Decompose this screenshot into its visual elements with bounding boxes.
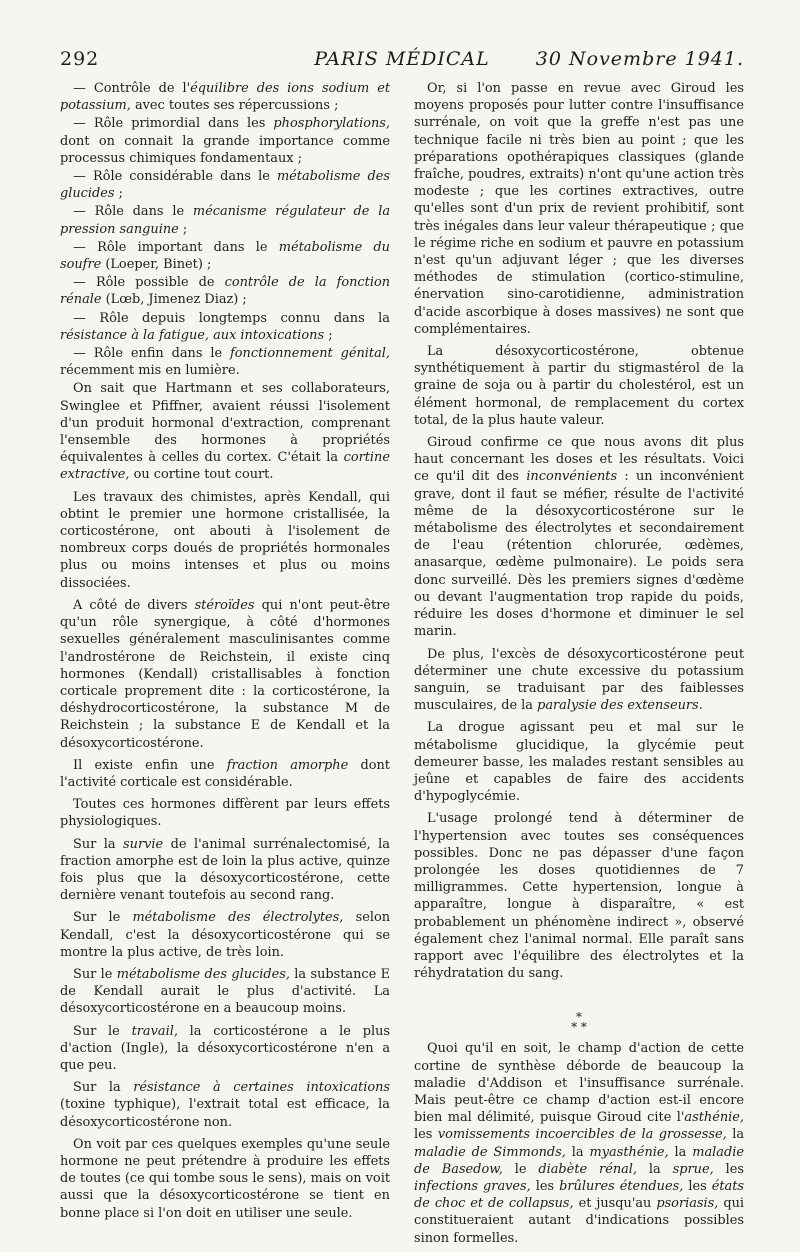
italic-term: asthénie, xyxy=(684,1110,744,1126)
text-run: — Rôle dans le xyxy=(73,204,193,220)
italic-term: paralysie des extenseurs. xyxy=(537,698,703,714)
italic-term: résistance à la fatigue, aux intoxications xyxy=(60,327,325,343)
italic-term: métabolisme des glucides xyxy=(60,169,390,202)
paragraph xyxy=(414,1040,744,1246)
text-run: les xyxy=(683,1178,712,1194)
text-run: Sur la xyxy=(73,1080,134,1096)
text-run: les xyxy=(713,1161,744,1177)
paragraph xyxy=(60,489,390,592)
paragraph xyxy=(60,345,390,379)
text-run: dont l'activité corticale est considérable. xyxy=(60,757,390,790)
page-number: 292 xyxy=(60,48,100,70)
italic-term: fonctionnement génital, xyxy=(230,346,390,362)
paragraph xyxy=(60,1079,390,1131)
text-run: La drogue agissant peu et mal sur le métabolisme glucidique, la glycémie peut demeurer basse, les malades restant sensibles au jeûne et capables de faire des accidents d'hypoglycémie. xyxy=(414,720,744,805)
italic-term: cortine extractive, xyxy=(60,450,390,483)
italic-term: métabolisme des glucides, xyxy=(116,966,290,982)
paragraph xyxy=(60,274,390,308)
italic-term: maladie de Simmonds, xyxy=(414,1144,566,1160)
paragraph xyxy=(60,836,390,905)
text-run: Sur le xyxy=(73,1023,132,1039)
paragraph xyxy=(414,646,744,715)
italic-term: vomissements incoercibles de la grossesse, xyxy=(437,1127,727,1143)
italic-term: inconvénients xyxy=(526,469,618,485)
paragraph xyxy=(414,810,744,982)
text-run: Giroud confirme ce que nous avons dit plus haut concernant les doses et les résultats. Voici ce qu'il dit des xyxy=(414,435,744,485)
text-run: Il existe enfin une xyxy=(73,757,227,773)
article-body xyxy=(60,80,744,1252)
text-run: dont on connait la grande importance comme processus chimiques fondamentaux ; xyxy=(60,133,390,166)
italic-term: mécanisme régulateur de la pression sanguine xyxy=(60,204,391,237)
text-run: Or, si l'on passe en revue avec Giroud les moyens proposés pour lutter contre l'insuffisance surrénale, on voit que la greffe n'est pas une technique facile ni très bien au point ; que les préparations opothérapiques classiques (glande fraîche, poudres, extraits) n'ont qu'une action très modeste ; que les cortines extractives, outre qu'elles sont d'un prix de revient prohibitif, sont très inégales dans leur valeur thérapeutique ; que le régime riche en sodium et pauvre en potassium n'est qu'un adjuvant léger ; que les diverses méthodes de stimulation (cortico-stimuline, énervation sino-carotidienne, administration d'acide ascorbique à doses massives) ne sont que complémentaires. xyxy=(414,81,744,337)
section-separator-asterism xyxy=(414,1010,744,1035)
italic-term: résistance à certaines intoxications xyxy=(133,1080,390,1096)
text-run: et jusqu'au xyxy=(573,1196,657,1212)
text-run: — Rôle depuis longtemps connu dans la xyxy=(73,310,390,326)
text-run: qui constitueraient autant d'indications possibles sinon formelles. xyxy=(414,1196,744,1246)
left-column xyxy=(60,80,390,1252)
text-run: Toutes ces hormones diffèrent par leurs effets physiologiques. xyxy=(60,797,390,830)
paragraph xyxy=(60,1136,390,1222)
italic-term: contrôle de la fonction rénale xyxy=(60,275,391,308)
italic-term: sprue, xyxy=(672,1161,714,1177)
paragraph xyxy=(414,434,744,640)
italic-term: brûlures étendues, xyxy=(559,1178,684,1194)
paragraph xyxy=(60,239,390,273)
paragraph xyxy=(60,796,390,830)
right-column xyxy=(414,80,744,1252)
text-run: — Rôle important dans le xyxy=(73,239,279,255)
text-run: ; xyxy=(178,221,188,237)
italic-term: métabolisme des électrolytes, xyxy=(132,910,344,926)
paragraph xyxy=(60,909,390,961)
paragraph xyxy=(414,343,744,429)
italic-term: psoriasis, xyxy=(656,1196,719,1212)
paragraph xyxy=(60,310,390,344)
text-run: ou cortine tout court. xyxy=(129,467,274,483)
asterism-top-star: * xyxy=(576,1010,582,1025)
text-run: L'usage prolongé tend à déterminer de l'hypertension avec toutes ses conséquences possibles. Donc ne pas dépasser d'une façon prolongée les doses quotidiennes de 7 milligrammes. Cette hypertension, longue à apparaître, longue à disparaître, « est probablement un phénomène indirect », observé également chez l'animal normal. Elle paraît sans rapport avec l'équilibre des électrolytes et la réhydratation du sang. xyxy=(414,811,744,982)
italic-term: états de choc et de collapsus, xyxy=(414,1178,744,1212)
text-run: De plus, l'excès de désoxycorticostérone peut déterminer une chute excessive du potassium sanguin, se traduisant par des faiblesses musculaires, de la xyxy=(414,646,744,714)
text-run: On voit par ces quelques exemples qu'une seule hormone ne peut prétendre à produire les effets de toutes (ce qui tombe sous le sens), mais on voit aussi que la désoxycorticostérone se tient en bonne place si l'on doit en utiliser une seule. xyxy=(60,1136,390,1221)
text-run: Quoi qu'il en soit, le champ d'action de cette cortine de synthèse déborde de beaucoup la maladie d'Addison et l'insuffisance surrénale. Mais peut-être ce champ d'action est-il encore bien mal délimité, puisque Giroud cite l' xyxy=(414,1041,744,1126)
asterism-bottom-stars: * * xyxy=(571,1020,587,1035)
text-run: A côté de divers xyxy=(73,597,195,613)
text-run: ; xyxy=(114,186,123,202)
paragraph xyxy=(60,380,390,483)
italic-term: fraction amorphe xyxy=(226,757,349,773)
running-header xyxy=(60,48,744,74)
text-run: : un inconvénient grave, dont il faut se méfier, résulte de l'activité même de la désoxycorticostérone sur le métabolisme des électrolytes et secondairement de l'eau (rétention chlorurée, œdèmes, anasarque, œdème pulmonaire). Le poids sera donc surveillé. Dès les premiers signes d'œdème ou devant l'augmentation trop rapide du poids, réduire les doses d'hormone et diminuer le sel marin. xyxy=(414,469,744,640)
journal-title: PARIS MÉDICAL xyxy=(314,48,490,70)
paragraph xyxy=(414,80,744,338)
text-run: les xyxy=(530,1178,560,1194)
text-run: La désoxycorticostérone, obtenue synthétiquement à partir du stigmastérol de la graine de soja ou à partir du cholestérol, est un élément hormonal, de remplacement du cortex total, de la plus haute valeur. xyxy=(414,344,744,428)
text-run: la corticostérone a le plus d'action (Ingle), la désoxycorticostérone n'en a que peu. xyxy=(60,1023,390,1073)
text-run: (toxine typhique), l'extrait total est efficace, la désoxycorticostérone non. xyxy=(60,1097,390,1130)
issue-date: 30 Novembre 1941. xyxy=(535,48,744,70)
text-run: Sur la xyxy=(73,836,124,852)
italic-term: myasthénie, xyxy=(589,1144,669,1160)
text-run: ; xyxy=(324,327,333,343)
text-run: — Rôle primordial dans les xyxy=(73,116,274,132)
text-run: — Contrôle de l' xyxy=(73,81,191,96)
italic-term: infections graves, xyxy=(414,1178,531,1194)
text-run: la xyxy=(637,1161,673,1177)
italic-term: métabolisme du soufre xyxy=(60,239,390,273)
text-run: la substance E de Kendall aurait le plus d'activité. La désoxycorticostérone en a beaucoup moins. xyxy=(60,966,391,1017)
text-run: le xyxy=(502,1161,539,1177)
paragraph xyxy=(60,757,390,791)
text-run: — Rôle possible de xyxy=(73,275,225,291)
text-run: selon Kendall, c'est la désoxycorticostérone qui se montre la plus active, de très loin. xyxy=(60,910,391,960)
text-run: la xyxy=(668,1144,693,1160)
text-run: de l'animal surrénalectomisé, la fraction amorphe est de loin la plus active, quinze fois plus que la désoxycorticostérone, cette dernière venant toutefois au second rang. xyxy=(60,836,390,904)
text-run: la xyxy=(565,1144,590,1160)
italic-term: survie xyxy=(123,836,164,852)
paragraph xyxy=(60,203,390,237)
italic-term: diabète rénal, xyxy=(538,1161,638,1177)
text-run: — Rôle considérable dans le xyxy=(73,169,277,185)
paragraph xyxy=(60,168,390,202)
paragraph xyxy=(60,80,390,114)
paragraph xyxy=(60,597,390,752)
text-run: qui n'ont peut-être qu'un rôle synergique, à côté d'hormones sexuelles généralement masculinisantes comme l'androstérone de Reichstein, il existe cinq hormones (Kendall) cristallisables à fonction corticale proprement dite : la corticostérone, la déshydrocorticostérone, la substance M de Reichstein ; la substance E de Kendall et la désoxycorticostérone. xyxy=(60,597,390,751)
text-run: Sur le xyxy=(73,910,133,926)
text-run: Les travaux des chimistes, après Kendall, qui obtint le premier une hormone cristallisée, la corticostérone, ont abouti à l'isolement de nombreux corps doués de propriétés hormonales plus ou moins intenses et plus ou moins dissociées. xyxy=(60,489,390,591)
text-run: Sur le xyxy=(73,966,117,982)
text-run: (Loeper, Binet) ; xyxy=(101,257,212,273)
text-run: avec toutes ses répercussions ; xyxy=(130,98,339,114)
italic-term: stéroïdes xyxy=(194,597,255,613)
italic-term: travail, xyxy=(131,1023,178,1039)
italic-term: maladie de Basedow, xyxy=(414,1144,744,1177)
text-run: la xyxy=(726,1127,745,1143)
italic-term: équilibre des ions sodium et potassium, xyxy=(60,81,390,114)
paragraph xyxy=(60,115,390,167)
paragraph xyxy=(60,1023,390,1075)
text-run: (Lœb, Jimenez Diaz) ; xyxy=(101,292,247,308)
text-run: On sait que Hartmann et ses collaborateurs, Swinglee et Pfiffner, avaient réussi l'isolement d'un produit hormonal d'extraction, comprenant l'ensemble des hormones à propriétés équivalentes à celles du cortex. C'était la xyxy=(60,381,390,466)
text-run: récemment mis en lumière. xyxy=(60,363,240,379)
italic-term: phosphorylations, xyxy=(273,116,390,132)
paragraph xyxy=(60,966,390,1018)
paragraph xyxy=(414,719,744,805)
text-run: — Rôle enfin dans le xyxy=(73,346,231,362)
text-run: les xyxy=(414,1127,438,1143)
